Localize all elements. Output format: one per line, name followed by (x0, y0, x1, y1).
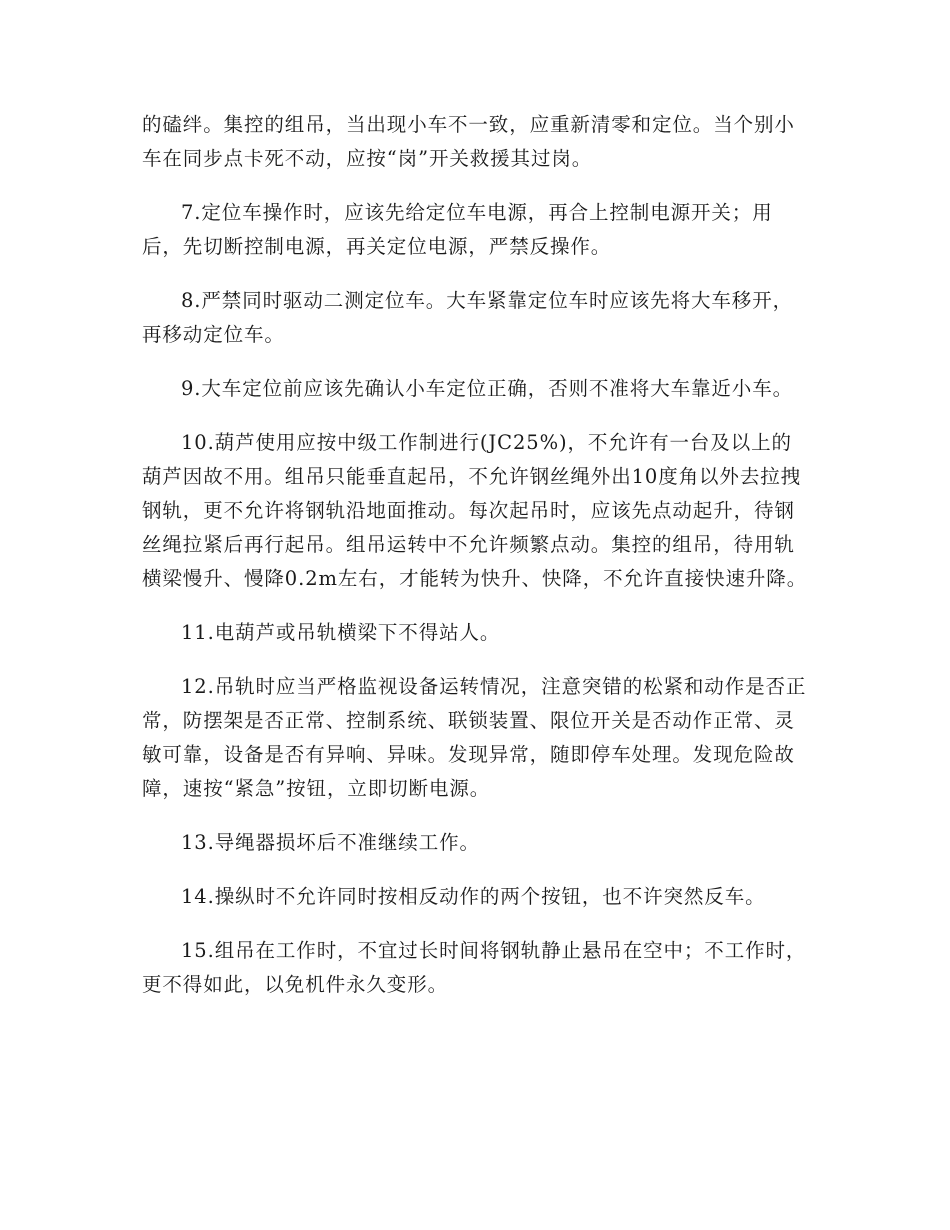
paragraph-item-10: 10.葫芦使用应按中级工作制进行(JC25%)，不允许有一台及以上的葫芦因故不用。组吊只能垂直起吊，不允许钢丝绳外出10度角以外去拉拽钢轨，更不允许将钢轨沿地面推动。每次起吊时，应该先点动起升，待钢丝绳拉紧后再行起吊。组吊运转中不允许频繁点动。集控的组吊，待用轨横梁慢升、慢降0.2m左右，才能转为快升、快降，不允许直接快速升降。 (142, 431, 808, 590)
paragraph-item-15: 15.组吊在工作时，不宜过长时间将钢轨静止悬吊在空中；不工作时，更不得如此，以免机件永久变形。 (142, 939, 807, 996)
paragraph-item-11: 11.电葫芦或吊轨横梁下不得站人。 (181, 621, 501, 644)
paragraph-item-12: 12.吊轨时应当严格监视设备运转情况，注意突错的松紧和动作是否正常，防摆架是否正常、控制系统、联锁装置、限位开关是否动作正常、灵敏可靠，设备是否有异响、异味。发现异常，随即停车处理。发现危险故障，速按“紧急”按钮，立即切断电源。 (142, 675, 807, 800)
paragraph-item-13: 13.导绳器损坏后不准继续工作。 (181, 831, 480, 854)
paragraph-item-14: 14.操纵时不允许同时按相反动作的两个按钮，也不许突然反车。 (181, 885, 766, 908)
paragraph-item-9: 9.大车定位前应该先确认小车定位正确，否则不准将大车靠近小车。 (181, 377, 794, 400)
paragraph-item-7: 7.定位车操作时，应该先给定位车电源，再合上控制电源开关；用后，先切断控制电源，再关定位电源，严禁反操作。 (142, 201, 773, 258)
paragraph-item-8: 8.严禁同时驱动二测定位车。大车紧靠定位车时应该先将大车移开，再移动定位车。 (142, 289, 794, 346)
document-body (142, 108, 808, 1022)
paragraph-continuation: 的磕绊。集控的组吊，当出现小车不一致，应重新清零和定位。当个别小车在同步点卡死不动，应按“岗”开关救援其过岗。 (142, 113, 795, 170)
